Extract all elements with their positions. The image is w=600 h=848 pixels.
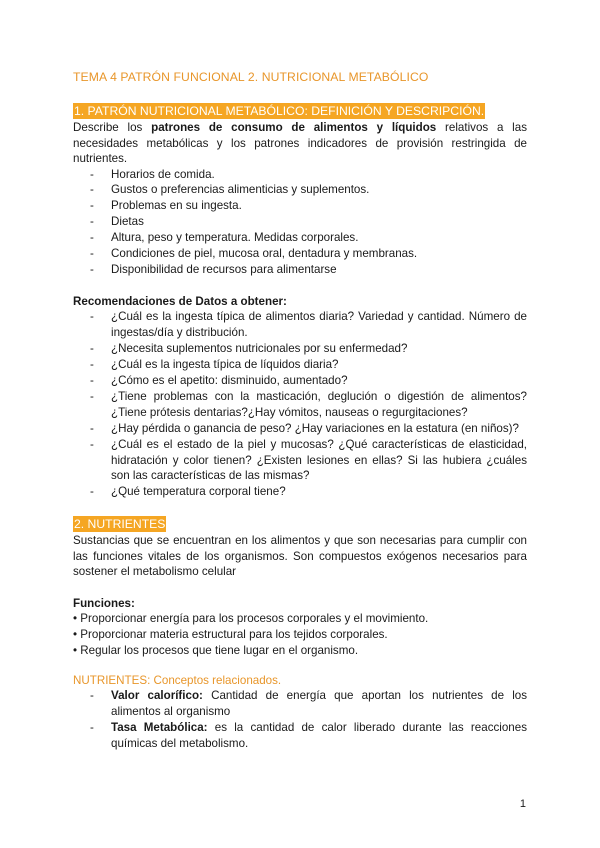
list-item: • Proporcionar materia estructural para los tejidos corporales. bbox=[73, 627, 527, 643]
functions-list bbox=[73, 611, 527, 659]
intro-text-pre: Describe los bbox=[73, 121, 152, 134]
list-item: - ¿Cuál es el estado de la piel y mucosas? ¿Qué características de elasticidad, hidratación y color tienen? ¿Existen lesiones en ellas? Si las hubiera ¿cuáles son las características de las mismas? bbox=[73, 437, 527, 485]
recommendations-list bbox=[73, 309, 527, 500]
list-item: - Gustos o preferencias alimenticias y suplementos. bbox=[73, 182, 527, 198]
list-item: - ¿Cómo es el apetito: disminuido, aumentado? bbox=[73, 373, 527, 389]
section-1-list bbox=[73, 167, 527, 278]
section-2 bbox=[73, 515, 527, 580]
list-item: - ¿Hay pérdida o ganancia de peso? ¿Hay variaciones en la estatura (en niños)? bbox=[73, 421, 527, 437]
recommendations-section bbox=[73, 294, 527, 500]
concept-term: Tasa Metabólica: bbox=[111, 721, 208, 735]
section-1-heading: 1. PATRÓN NUTRICIONAL METABÓLICO: DEFINICIÓN Y DESCRIPCIÓN. bbox=[74, 104, 485, 118]
list-item bbox=[73, 688, 527, 720]
list-item: - Condiciones de piel, mucosa oral, dentadura y membranas. bbox=[73, 246, 527, 262]
concept-term: Valor calorífico: bbox=[111, 689, 203, 703]
section-1-intro bbox=[73, 120, 527, 167]
functions-heading: Funciones: bbox=[73, 596, 135, 610]
list-item bbox=[73, 720, 527, 752]
concept-text: Cantidad de energía que aportan los nutrientes de los alimentos al organismo bbox=[111, 689, 528, 719]
document-title: TEMA 4 PATRÓN FUNCIONAL 2. NUTRICIONAL METABÓLICO bbox=[73, 70, 429, 84]
concepts-heading: NUTRIENTES: Conceptos relacionados. bbox=[73, 673, 282, 687]
concepts-section bbox=[73, 673, 527, 752]
list-item: - Problemas en su ingesta. bbox=[73, 198, 527, 214]
list-item: • Regular los procesos que tiene lugar en el organismo. bbox=[73, 643, 527, 659]
concepts-list bbox=[73, 688, 527, 752]
concept-text: es la cantidad de calor liberado durante las reacciones químicas del metabolismo. bbox=[111, 721, 527, 751]
section-1 bbox=[73, 102, 527, 278]
intro-text-bold: patrones de consumo de alimentos y líquidos bbox=[151, 121, 437, 134]
list-item: - ¿Cuál es la ingesta típica de alimentos diaria? Variedad y cantidad. Número de ingestas/día y distribución. bbox=[73, 309, 527, 341]
list-item: - ¿Qué temperatura corporal tiene? bbox=[73, 484, 527, 500]
section-2-intro: Sustancias que se encuentran en los alimentos y que son necesarias para cumplir con las funciones vitales de los organismos. Son compuestos exógenos necesarios para sostener el metabolismo celular bbox=[73, 534, 527, 579]
intro-text-post: relativos a las necesidades metabólicas y los patrones indicadores de provisión restringida de nutrientes. bbox=[73, 121, 528, 165]
list-item: • Proporcionar energía para los procesos corporales y el movimiento. bbox=[73, 611, 527, 627]
list-item: - Horarios de comida. bbox=[73, 167, 527, 183]
document-page bbox=[73, 70, 527, 752]
list-item: - Disponibilidad de recursos para alimentarse bbox=[73, 262, 527, 278]
page-number: 1 bbox=[519, 798, 526, 810]
recommendations-heading: Recomendaciones de Datos a obtener: bbox=[73, 294, 287, 308]
list-item: - Altura, peso y temperatura. Medidas corporales. bbox=[73, 230, 527, 246]
list-item: - ¿Tiene problemas con la masticación, deglución o digestión de alimentos? ¿Tiene prótesis dentarias?¿Hay vómitos, nauseas o regurgitaciones? bbox=[73, 389, 527, 421]
list-item: - ¿Necesita suplementos nutricionales por su enfermedad? bbox=[73, 341, 527, 357]
section-2-heading: 2. NUTRIENTES bbox=[74, 517, 166, 532]
list-item: - Dietas bbox=[73, 214, 527, 230]
list-item: - ¿Cuál es la ingesta típica de líquidos diaria? bbox=[73, 357, 527, 373]
functions-section bbox=[73, 596, 527, 659]
